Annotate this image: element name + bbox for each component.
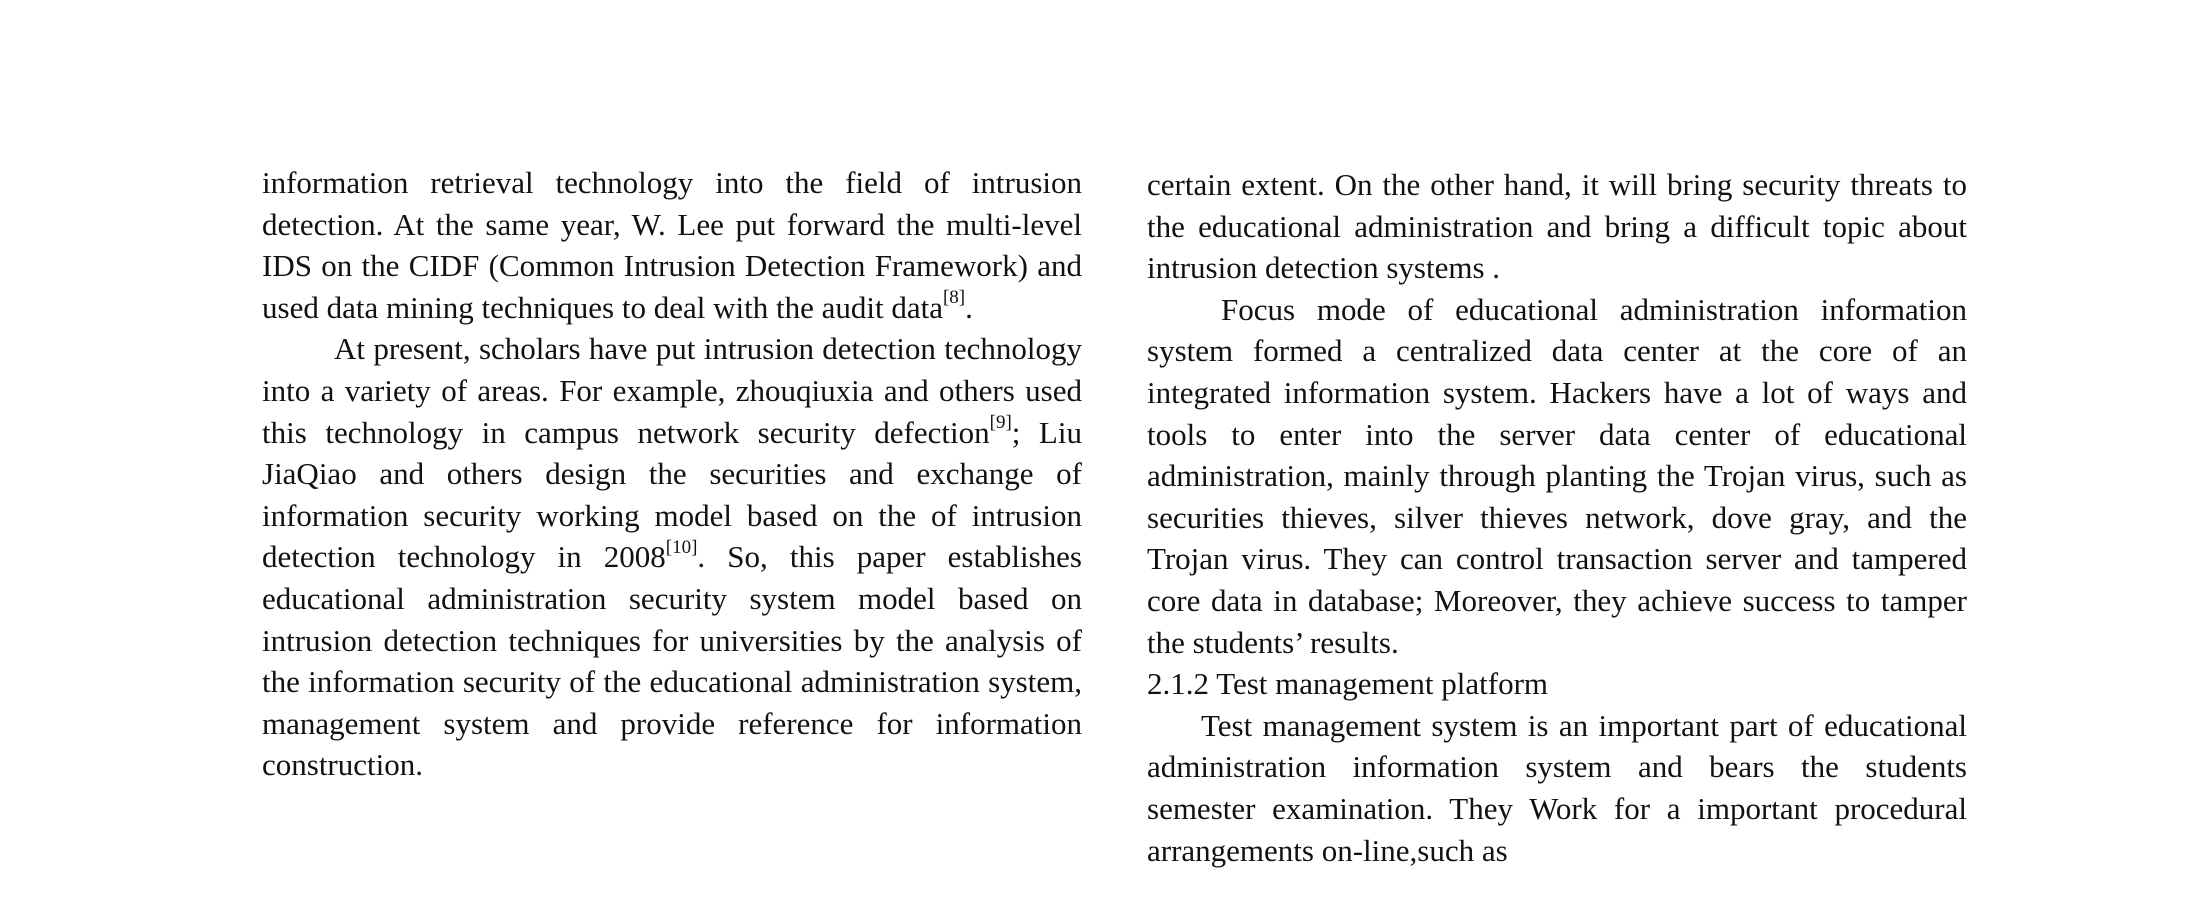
left-column: [262, 162, 1082, 786]
left-paragraph-1-tail: .: [965, 289, 973, 325]
citation-8: [8]: [942, 287, 966, 309]
citation-10: [10]: [665, 537, 698, 559]
section-heading: 2.1.2 Test management platform: [1147, 666, 1549, 702]
left-paragraph-2-part1: At present, scholars have put intrusion detection technology into a variety of areas. For example, zhouqiuxia and others used this technology in campus network security defection: [262, 331, 1082, 450]
right-column: [1147, 164, 1967, 871]
left-paragraph-2-part2: ; Liu JiaQiao and others design the securities and exchange of information security working model based on the of intrusion detection technology in 2008: [262, 414, 1082, 575]
left-paragraph-2: [262, 328, 1082, 786]
right-paragraph-1: certain extent. On the other hand, it will bring security threats to the educational administration and bring a difficult topic about intrusion detection systems .: [1147, 167, 1967, 286]
citation-9: [9]: [989, 412, 1012, 434]
right-paragraph-2: Focus mode of educational administration information system formed a centralized data center at the core of an integrated information system. Hackers have a lot of ways and tools to enter into the server data center of educational administration, mainly through planting the Trojan virus, such as securities thieves, silver thieves network, dove gray, and the Trojan virus. They can control transaction server and tampered core data in database; Moreover, they achieve success to tamper the students’ results.: [1147, 291, 1967, 660]
left-paragraph-1: [262, 162, 1082, 328]
left-paragraph-2-part3: . So, this paper establishes educational administration security system model based on intrusion detection techniques for universities by the analysis of the information security of the educational administration system, management system and provide reference for information construction.: [262, 539, 1082, 783]
right-paragraph-3: Test management system is an important part of educational administration information system and bears the students semester examination. They Work for a important procedural arrangements on-line,such as: [1147, 707, 1967, 868]
left-paragraph-1-text: information retrieval technology into the field of intrusion detection. At the same year, W. Lee put forward the multi-level IDS on the CIDF (Common Intrusion Detection Framework) and used data mining techniques to deal with the audit data: [262, 165, 1082, 325]
